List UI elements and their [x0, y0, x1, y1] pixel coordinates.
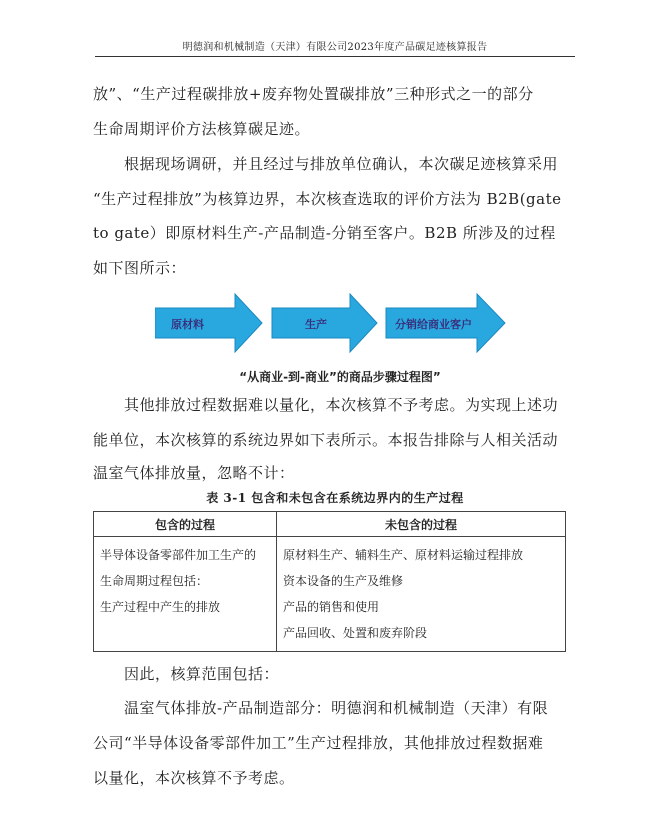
table-cell-text: 原材料生产、辅料生产、原材料运输过程排放: [283, 548, 524, 562]
paragraph-line: 生命周期评价方法核算碳足迹。: [93, 120, 311, 138]
included-cell: [94, 537, 277, 652]
paragraph-line: 以量化，本次核算不予考虑。: [93, 769, 295, 787]
process-flow-diagram: [155, 288, 515, 358]
flow-step-label: 分销给商业客户: [395, 318, 472, 331]
table-cell-text: 生产过程中产生的排放: [100, 600, 221, 614]
process-boundary-table: [93, 511, 566, 652]
table-cell-text: 资本设备的生产及维修: [283, 574, 404, 588]
page-header: 明德润和机械制造（天津）有限公司2023年度产品碳足迹核算报告: [182, 42, 488, 53]
paragraph-line: 其他排放过程数据难以量化，本次核算不予考虑。为实现上述功: [124, 396, 559, 414]
paragraph-line: 因此，核算范围包括：: [124, 665, 280, 683]
paragraph-line: 温室气体排放量，忽略不计：: [93, 464, 295, 482]
table-cell-text: 半导体设备零部件加工生产的: [100, 548, 257, 562]
flow-step-arrow: [155, 294, 262, 352]
table-cell-text: 生命周期过程包括：: [100, 574, 209, 588]
table-cell-text: 产品的销售和使用: [283, 600, 380, 614]
paragraph-line: 公司“半导体设备零部件加工”生产过程排放，其他排放过程数据难: [93, 734, 544, 752]
excluded-cell: [277, 537, 566, 652]
table-header-row: [94, 512, 566, 537]
table-title: 表 3-1 包含和未包含在系统边界内的生产过程: [206, 491, 464, 505]
table-row: [94, 537, 566, 652]
table-header-excluded: 未包含的过程: [277, 512, 566, 537]
table-header-included: 包含的过程: [94, 512, 277, 537]
flow-step-label: 原材料: [171, 318, 204, 331]
paragraph-line: 根据现场调研，并且经过与排放单位确认，本次碳足迹核算采用: [124, 155, 559, 173]
paragraph-line: 如下图所示：: [93, 259, 187, 277]
paragraph-line: 能单位，本次核算的系统边界如下表所示。本报告排除与人相关活动: [93, 431, 559, 449]
paragraph-line: 放”、“生产过程碳排放+废弃物处置碳排放”三种形式之一的部分: [93, 85, 534, 103]
flow-step-label: 生产: [305, 318, 327, 331]
figure-caption: “从商业-到-商业”的商品步骤过程图”: [239, 370, 441, 384]
flow-step-arrow: [386, 294, 505, 352]
table-cell-text: 产品回收、处置和废弃阶段: [283, 626, 428, 640]
header-rule: [95, 56, 575, 57]
paragraph-line: 温室气体排放-产品制造部分：明德润和机械制造（天津）有限: [124, 699, 549, 717]
flow-step-arrow: [272, 294, 377, 352]
paragraph-line: to gate）即原材料生产-产品制造-分销至客户。B2B 所涉及的过程: [93, 224, 556, 242]
paragraph-line: “生产过程排放”为核算边界，本次核查选取的评价方法为 B2B(gate: [93, 190, 562, 208]
